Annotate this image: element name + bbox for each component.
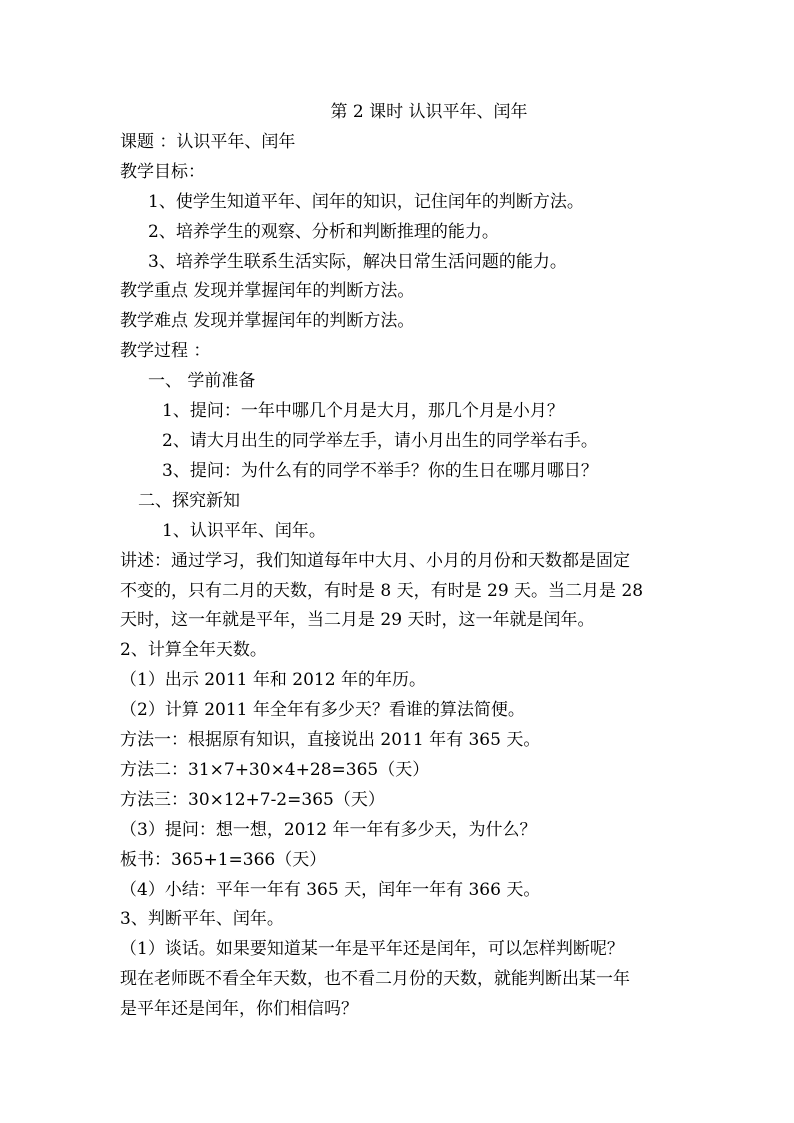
prep-item: 3、提问：为什么有的同学不举手？你的生日在哪月哪日？ [162,460,598,481]
process-heading: 教学过程 ： [120,341,211,362]
goal-item: 1、使学生知道平年、闰年的知识，记住闰年的判断方法。 [148,191,584,212]
paragraph-line: 不变的，只有二月的天数，有时是 8 天，有时是 29 天。当二月是 28 [120,580,644,601]
goal-item: 2、培养学生的观察、分析和判断推理的能力。 [148,221,499,242]
calc-item: （3）提问：想一想，2012 年一年有多少天，为什么？ [120,819,537,840]
paragraph-line: 讲述：通过学习，我们知道每年中大月、小月的月份和天数都是固定 [120,550,630,571]
key-point-line: 教学重点 发现并掌握闰年的判断方法。 [120,281,415,302]
subsection-heading: 2、计算全年天数。 [120,640,267,661]
prep-item: 2、请大月出生的同学举左手，请小月出生的同学举右手。 [162,430,598,451]
paragraph-line: 现在老师既不看全年天数，也不看二月份的天数，就能判断出某一年 [120,969,630,990]
calc-item: （2）计算 2011 年全年有多少天？看谁的算法简便。 [120,700,525,721]
goals-heading: 教学目标： [120,161,205,182]
method-line: 方法二：31×7+30×4+28=365（天） [120,759,430,780]
page-title: 第 2 课时 认识平年、闰年 [330,102,528,122]
method-line: 方法一：根据原有知识，直接说出 2011 年有 365 天。 [120,730,541,751]
paragraph-line: 天时，这一年就是平年，当二月是 29 天时，这一年就是闰年。 [120,610,595,631]
paragraph-line: 是平年还是闰年，你们相信吗？ [120,999,358,1020]
goal-item: 3、培养学生联系生活实际，解决日常生活问题的能力。 [148,251,567,272]
subsection-heading: 1、认识平年、闰年。 [162,520,326,541]
difficulty-line: 教学难点 发现并掌握闰年的判断方法。 [120,311,415,332]
subsection-heading: 3、判断平年、闰年。 [120,909,284,930]
topic-line: 课题 ：认识平年、闰年 [120,131,296,152]
paragraph-line: （1）谈话。如果要知道某一年是平年还是闰年，可以怎样判断呢？ [120,939,624,960]
board-line: 板书：365+1=366（天） [120,849,327,870]
section-heading: 二、探究新知 [138,490,240,511]
calc-item: （4）小结：平年一年有 365 天，闰年一年有 366 天。 [120,879,541,900]
method-line: 方法三：30×12+7-2=365（天） [120,789,385,810]
calc-item: （1）出示 2011 年和 2012 年的年历。 [120,670,426,691]
section-heading: 一、 学前准备 [148,371,256,392]
document-body [120,98,680,1025]
prep-item: 1、提问：一年中哪几个月是大月，那几个月是小月？ [162,401,564,422]
